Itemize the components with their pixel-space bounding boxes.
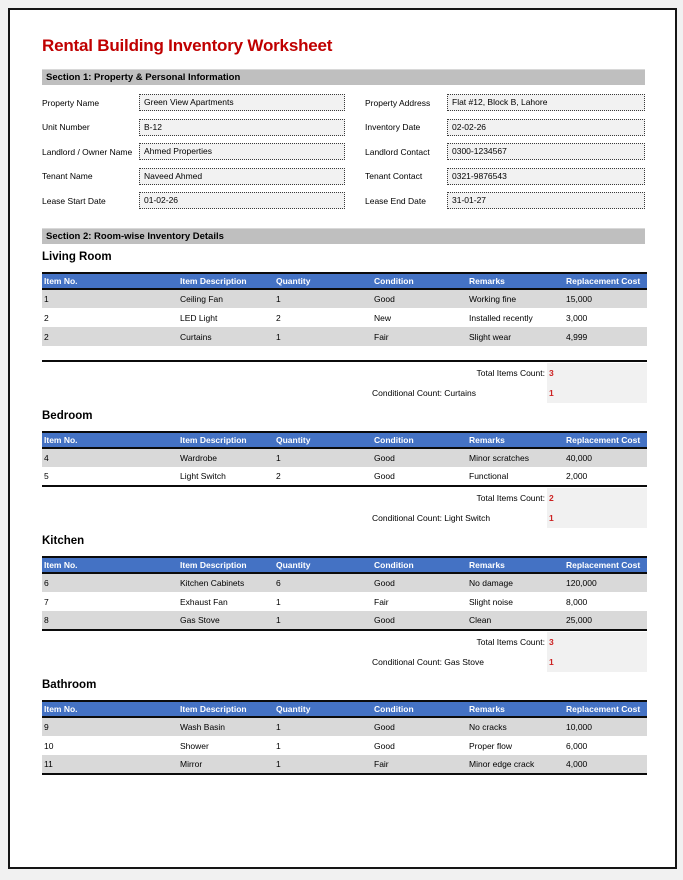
table-cell[interactable]: 1 — [276, 331, 281, 342]
table-cell[interactable]: 8 — [44, 615, 49, 625]
field-input-right[interactable]: 0300-1234567 — [447, 143, 645, 160]
table-cell[interactable]: 8,000 — [566, 596, 588, 607]
table-cell[interactable]: 3,000 — [566, 312, 588, 323]
blank-cell[interactable] — [42, 346, 647, 361]
table-cell[interactable]: 5 — [44, 471, 49, 481]
table-cell[interactable]: 1 — [276, 759, 281, 769]
column-header: Condition — [372, 273, 467, 289]
field-label-right: Inventory Date — [365, 122, 421, 132]
table-cell[interactable]: 6 — [44, 578, 49, 588]
inventory-table — [42, 700, 647, 775]
column-header: Quantity — [274, 557, 372, 573]
field-row — [42, 143, 645, 160]
room-totals — [42, 632, 647, 672]
room-section — [42, 679, 645, 775]
table-cell[interactable]: Curtains — [180, 331, 212, 342]
field-label-right: Lease End Date — [365, 195, 426, 206]
column-header: Item No. — [42, 557, 178, 573]
table-header-row — [42, 432, 647, 448]
conditional-count-label: Conditional Count: Light Switch — [372, 513, 491, 523]
conditional-count-row — [42, 383, 647, 403]
total-items-row — [42, 363, 647, 383]
table-cell[interactable]: Minor scratches — [469, 453, 529, 463]
table-cell[interactable]: 4,999 — [566, 331, 588, 342]
field-label-right: Tenant Contact — [365, 171, 423, 181]
table-cell[interactable]: Good — [374, 471, 395, 481]
table-cell[interactable]: 6 — [276, 578, 281, 588]
column-header: Condition — [372, 432, 467, 448]
table-cell[interactable]: 7 — [44, 596, 49, 607]
table-cell[interactable]: Functional — [469, 471, 509, 481]
room-title: Living Room — [42, 251, 112, 263]
table-cell[interactable]: 2 — [44, 312, 49, 323]
column-header: Replacement Cost — [564, 273, 647, 289]
field-label-left: Landlord / Owner Name — [42, 146, 133, 157]
conditional-count-row — [42, 652, 647, 672]
table-cell[interactable]: 2 — [276, 312, 281, 323]
table-cell[interactable]: Clean — [469, 615, 492, 625]
field-row — [42, 168, 645, 185]
field-input-left[interactable]: B-12 — [139, 119, 345, 136]
field-row — [42, 119, 645, 136]
table-cell[interactable]: Ceiling Fan — [180, 294, 223, 304]
field-input-left[interactable]: Green View Apartments — [139, 94, 345, 111]
column-header: Remarks — [467, 273, 564, 289]
table-cell[interactable]: 15,000 — [566, 294, 592, 304]
table-cell[interactable]: 25,000 — [566, 615, 592, 625]
table-cell[interactable]: Installed recently — [469, 312, 533, 323]
table-cell[interactable]: Wash Basin — [180, 722, 226, 732]
table-cell[interactable]: Light Switch — [180, 471, 226, 481]
total-items-value: 3 — [549, 368, 554, 378]
field-label-left: Lease Start Date — [42, 195, 106, 206]
table-cell[interactable]: 4 — [44, 453, 49, 463]
table-row — [42, 448, 647, 467]
table-cell[interactable]: 120,000 — [566, 578, 597, 588]
rooms-container — [42, 251, 645, 775]
table-row — [42, 611, 647, 630]
table-cell[interactable]: Minor edge crack — [469, 759, 535, 769]
table-row — [42, 573, 647, 592]
total-items-row — [42, 488, 647, 508]
table-cell[interactable]: 11 — [44, 759, 53, 769]
inventory-table — [42, 272, 647, 362]
room-section — [42, 535, 645, 672]
section1-header-bar: Section 1: Property & Personal Information — [42, 69, 645, 85]
page-title: Rental Building Inventory Worksheet — [42, 36, 333, 55]
column-header: Replacement Cost — [564, 557, 647, 573]
column-header: Quantity — [274, 701, 372, 717]
table-cell[interactable]: 1 — [276, 722, 281, 732]
table-cell[interactable]: Good — [374, 615, 395, 625]
table-header-row — [42, 701, 647, 717]
field-input-right[interactable]: 02-02-26 — [447, 119, 645, 136]
table-cell[interactable]: Slight noise — [469, 596, 513, 607]
table-cell[interactable]: LED Light — [180, 312, 218, 323]
field-label-right: Landlord Contact — [365, 146, 430, 157]
conditional-count-value: 1 — [549, 513, 554, 523]
inventory-table — [42, 431, 647, 487]
table-cell[interactable]: 2,000 — [566, 471, 588, 481]
table-row — [42, 736, 647, 755]
table-cell[interactable]: Mirror — [180, 759, 203, 769]
field-input-left[interactable]: Naveed Ahmed — [139, 168, 345, 185]
column-header: Replacement Cost — [564, 701, 647, 717]
column-header: Remarks — [467, 701, 564, 717]
room-section — [42, 251, 645, 403]
table-cell[interactable]: Fair — [374, 759, 389, 769]
bottom-whitespace — [42, 775, 645, 835]
field-input-left[interactable]: 01-02-26 — [139, 192, 345, 209]
table-cell[interactable]: 40,000 — [566, 453, 592, 463]
room-title: Kitchen — [42, 535, 85, 547]
field-input-right[interactable]: 0321-9876543 — [447, 168, 645, 185]
column-header: Remarks — [467, 557, 564, 573]
table-cell[interactable]: 10,000 — [566, 722, 592, 732]
total-items-label: Total Items Count: — [476, 493, 545, 503]
field-label-right: Property Address — [365, 97, 431, 108]
total-items-label: Total Items Count: — [476, 637, 545, 647]
column-header: Item Description — [178, 557, 274, 573]
table-cell[interactable]: Kitchen Cabinets — [180, 578, 245, 588]
column-header: Item No. — [42, 273, 178, 289]
total-items-value: 3 — [549, 637, 554, 647]
column-header: Condition — [372, 701, 467, 717]
table-cell[interactable]: New — [374, 312, 392, 323]
field-input-right[interactable]: Flat #12, Block B, Lahore — [447, 94, 645, 111]
field-input-right[interactable]: 31-01-27 — [447, 192, 645, 209]
table-cell[interactable]: Gas Stove — [180, 615, 220, 625]
conditional-count-label: Conditional Count: Gas Stove — [372, 657, 484, 667]
table-cell[interactable]: Good — [374, 722, 395, 732]
table-cell[interactable]: 1 — [276, 615, 281, 625]
table-header-row — [42, 557, 647, 573]
table-cell[interactable]: Slight wear — [469, 331, 512, 342]
table-row — [42, 755, 647, 774]
table-cell[interactable]: Wardrobe — [180, 453, 218, 463]
inventory-table — [42, 556, 647, 631]
table-cell[interactable]: Working fine — [469, 294, 517, 304]
table-cell[interactable]: 2 — [44, 331, 49, 342]
column-header: Replacement Cost — [564, 432, 647, 448]
column-header: Item Description — [178, 701, 274, 717]
table-cell[interactable]: 1 — [276, 453, 281, 463]
room-section — [42, 410, 645, 528]
field-row — [42, 94, 645, 111]
table-cell[interactable]: No cracks — [469, 722, 507, 732]
room-title: Bathroom — [42, 679, 97, 691]
table-cell[interactable]: Shower — [180, 740, 209, 751]
worksheet-page — [8, 8, 677, 869]
worksheet-content — [10, 10, 675, 835]
table-cell[interactable]: Good — [374, 740, 395, 751]
room-totals — [42, 488, 647, 528]
section2-header-bar: Section 2: Room-wise Inventory Details — [42, 228, 645, 244]
table-cell[interactable]: Fair — [374, 331, 389, 342]
table-row — [42, 308, 647, 327]
total-items-label: Total Items Count: — [476, 368, 545, 378]
column-header: Quantity — [274, 432, 372, 448]
table-cell[interactable]: 1 — [276, 596, 281, 607]
total-items-value: 2 — [549, 493, 554, 503]
column-header: Item Description — [178, 432, 274, 448]
table-cell[interactable]: 1 — [276, 294, 281, 304]
conditional-count-label: Conditional Count: Curtains — [372, 388, 476, 398]
room-title: Bedroom — [42, 410, 93, 422]
total-items-row — [42, 632, 647, 652]
table-cell[interactable]: 9 — [44, 722, 49, 732]
column-header: Quantity — [274, 273, 372, 289]
column-header: Item Description — [178, 273, 274, 289]
table-cell[interactable]: Proper flow — [469, 740, 512, 751]
blank-table-row — [42, 346, 647, 361]
column-header: Item No. — [42, 432, 178, 448]
column-header: Item No. — [42, 701, 178, 717]
field-input-left[interactable]: Ahmed Properties — [139, 143, 345, 160]
table-header-row — [42, 273, 647, 289]
conditional-count-value: 1 — [549, 388, 554, 398]
column-header: Remarks — [467, 432, 564, 448]
table-cell[interactable]: Exhaust Fan — [180, 596, 228, 607]
field-label-left: Property Name — [42, 97, 100, 108]
table-cell[interactable]: 2 — [276, 471, 281, 481]
field-label-left: Tenant Name — [42, 171, 93, 181]
table-cell[interactable]: 1 — [276, 740, 281, 751]
table-cell[interactable]: Good — [374, 453, 395, 463]
table-cell[interactable]: Good — [374, 294, 395, 304]
table-cell[interactable]: Good — [374, 578, 395, 588]
table-row — [42, 717, 647, 736]
field-row — [42, 192, 645, 209]
table-cell[interactable]: No damage — [469, 578, 513, 588]
conditional-count-row — [42, 508, 647, 528]
table-cell[interactable]: Fair — [374, 596, 389, 607]
conditional-count-value: 1 — [549, 657, 554, 667]
table-row — [42, 289, 647, 308]
table-cell[interactable]: 1 — [44, 294, 49, 304]
table-row — [42, 592, 647, 611]
column-header: Condition — [372, 557, 467, 573]
table-row — [42, 327, 647, 346]
field-label-left: Unit Number — [42, 122, 90, 132]
section1-fields — [42, 94, 645, 209]
table-cell[interactable]: 4,000 — [566, 759, 588, 769]
table-cell[interactable]: 10 — [44, 740, 54, 751]
table-row — [42, 467, 647, 486]
room-totals — [42, 363, 647, 403]
table-cell[interactable]: 6,000 — [566, 740, 588, 751]
